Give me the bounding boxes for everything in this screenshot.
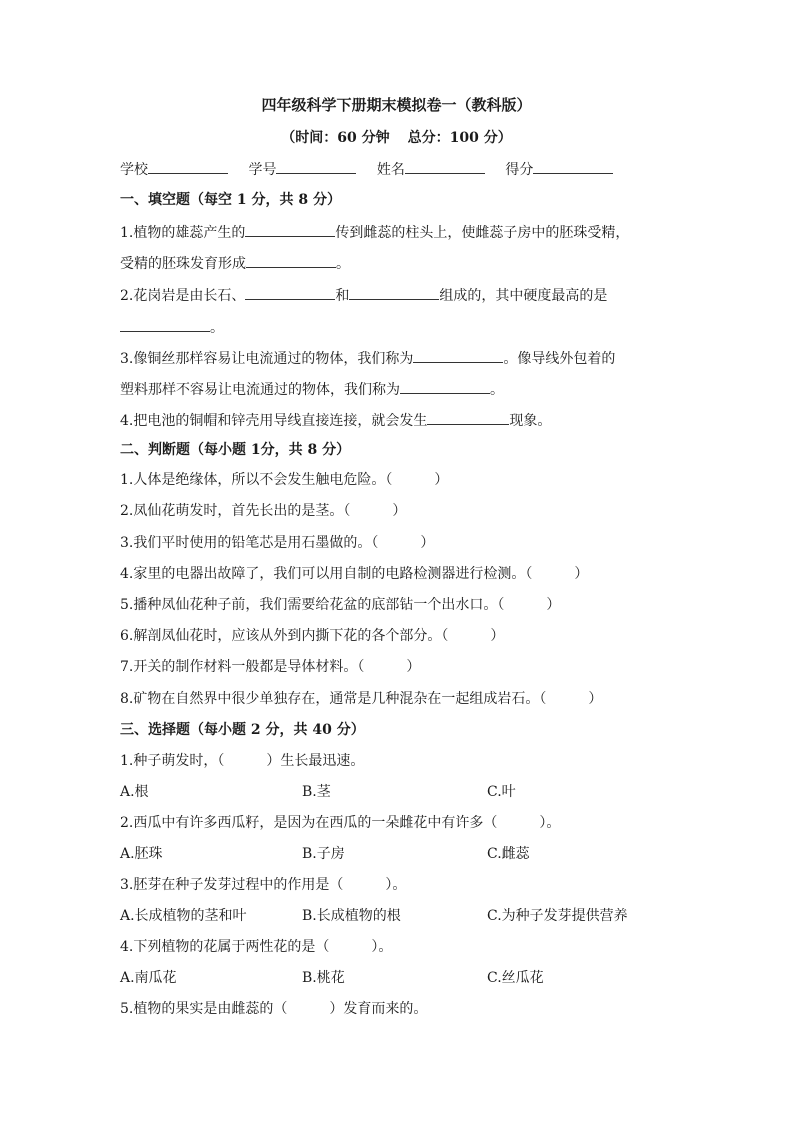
student-id-field: 学号 (248, 159, 356, 180)
choice-q5-stem: 5.植物的果实是由雌蕊的（ ）发育而来的。 (120, 1001, 428, 1017)
time-label: （时间：60 分钟 (281, 130, 390, 146)
fill-q2-blank1[interactable] (245, 285, 335, 300)
choice-q2-option-a[interactable]: A.胚珠 (120, 846, 163, 862)
fill-q1-blank1[interactable] (245, 222, 335, 237)
choice-q4-option-a[interactable]: A.南瓜花 (120, 970, 177, 986)
choice-q3-option-b[interactable]: B.长成植物的根 (302, 908, 401, 924)
judge-item-1[interactable]: 1.人体是绝缘体，所以不会发生触电危险。（ ） (120, 472, 449, 488)
fill-q2-blank3[interactable] (120, 317, 210, 332)
fill-q4-blank[interactable] (427, 410, 509, 425)
choice-q2-option-b[interactable]: B.子房 (302, 846, 345, 862)
judge-item-2[interactable]: 2.凤仙花萌发时，首先长出的是茎。（ ） (120, 503, 407, 519)
fill-q1-line2: 受精的胚珠发育形成 。 (120, 253, 350, 274)
exam-subtitle (0, 128, 793, 148)
fill-q1-line1: 1.植物的雄蕊产生的 传到雌蕊的柱头上，使雌蕊子房中的胚珠受精， (120, 222, 629, 243)
fill-q1-blank2[interactable] (246, 253, 336, 268)
choice-q1-option-a[interactable]: A.根 (120, 784, 149, 800)
fill-q4-line: 4.把电池的铜帽和锌壳用导线直接连接，就会发生 现象。 (120, 410, 551, 431)
choice-q2-option-c[interactable]: C.雌蕊 (487, 846, 530, 862)
score-total-label: 总分：100 分） (407, 130, 512, 146)
judge-item-4[interactable]: 4.家里的电器出故障了，我们可以用自制的电路检测器进行检测。（ ） (120, 566, 589, 582)
choice-q1-option-b[interactable]: B.茎 (302, 784, 331, 800)
choice-q1-stem: 1.种子萌发时，（ ）生长最迅速。 (120, 753, 365, 769)
judge-item-3[interactable]: 3.我们平时使用的铅笔芯是用石墨做的。（ ） (120, 535, 435, 551)
choice-q1-option-c[interactable]: C.叶 (487, 784, 516, 800)
fill-q3-line1: 3.像铜丝那样容易让电流通过的物体，我们称为 。像导线外包着的 (120, 348, 615, 369)
judge-item-5[interactable]: 5.播种凤仙花种子前，我们需要给花盆的底部钻一个出水口。（ ） (120, 597, 561, 613)
choice-q3-stem: 3.胚芽在种子发芽过程中的作用是（ ）。 (120, 877, 407, 893)
section-choice-title: 三、选择题（每小题 2 分，共 40 分） (120, 722, 365, 738)
fill-q3-blank2[interactable] (400, 379, 490, 394)
fill-q2-blank2[interactable] (349, 285, 439, 300)
fill-q2-line2: 。 (120, 317, 224, 338)
judge-item-7[interactable]: 7.开关的制作材料一般都是导体材料。（ ） (120, 659, 421, 675)
student-info-line (120, 159, 629, 179)
school-field: 学校 (120, 159, 228, 180)
fill-q3-blank1[interactable] (413, 348, 503, 363)
judge-item-8[interactable]: 8.矿物在自然界中很少单独存在，通常是几种混杂在一起组成岩石。（ ） (120, 691, 603, 707)
choice-q3-option-a[interactable]: A.长成植物的茎和叶 (120, 908, 247, 924)
name-field: 姓名 (377, 159, 485, 180)
fill-q3-line2: 塑料那样不容易让电流通过的物体，我们称为 。 (120, 379, 504, 400)
exam-title: 四年级科学下册期末模拟卷一（教科版） (261, 96, 532, 114)
choice-q2-stem: 2.西瓜中有许多西瓜籽，是因为在西瓜的一朵雌花中有许多（ ）。 (120, 815, 561, 831)
choice-q4-stem: 4.下列植物的花属于两性花的是（ ）。 (120, 939, 393, 955)
student-id-blank[interactable] (276, 159, 356, 174)
choice-q3-option-c[interactable]: C.为种子发芽提供营养 (487, 908, 628, 924)
section-fill-title: 一、填空题（每空 1 分，共 8 分） (120, 192, 341, 208)
judge-item-6[interactable]: 6.解剖凤仙花时，应该从外到内撕下花的各个部分。（ ） (120, 628, 505, 644)
section-judge-title: 二、判断题（每小题 1分，共 8 分） (120, 442, 351, 458)
score-blank[interactable] (533, 159, 613, 174)
fill-q2-line1: 2.花岗岩是由长石、 和 组成的，其中硬度最高的是 (120, 285, 607, 306)
choice-q4-option-b[interactable]: B.桃花 (302, 970, 345, 986)
choice-q4-option-c[interactable]: C.丝瓜花 (487, 970, 544, 986)
school-blank[interactable] (148, 159, 228, 174)
score-field: 得分 (505, 159, 613, 180)
name-blank[interactable] (405, 159, 485, 174)
